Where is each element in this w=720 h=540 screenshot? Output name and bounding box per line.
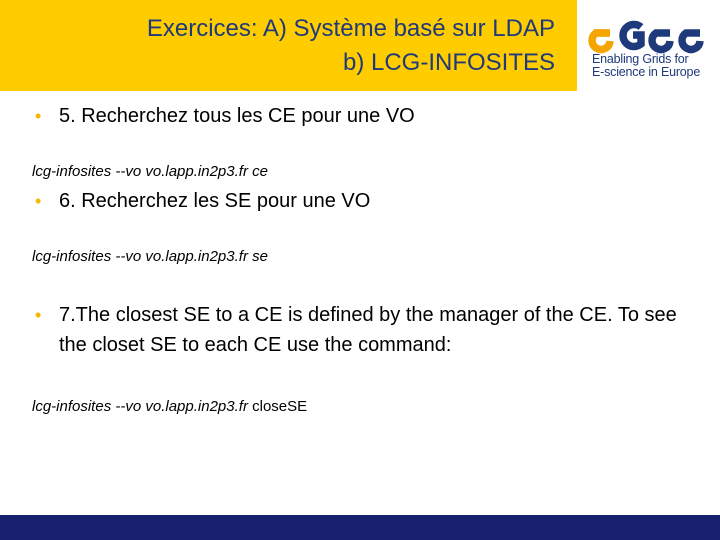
bullet-item-5: [35, 101, 695, 131]
bullet-text: 5. Recherchez tous les CE pour une VO: [59, 105, 415, 127]
footer-bar: [0, 515, 720, 540]
logo-tagline-2: E-science in Europe: [592, 65, 701, 79]
command-line-se: [32, 248, 268, 265]
slide-title-line-2: b) LCG-INFOSITES: [342, 49, 555, 76]
logo-tagline-1: Enabling Grids for: [592, 52, 689, 66]
bullet-dot: •: [35, 305, 42, 325]
bullet-dot: •: [35, 106, 42, 126]
bullet-text: 7.The closest SE to a CE is defined by the manager of the CE. To see the closet SE to each CE use the command:: [59, 304, 677, 356]
command-arg: closeSE: [247, 398, 308, 415]
command-text: lcg-infosites --vo vo.lapp.in2p3.fr se: [32, 248, 268, 265]
bullet-item-6: [35, 186, 695, 216]
command-line-ce: [32, 163, 268, 180]
slide-title-line-1: Exercices: A) Système basé sur LDAP: [146, 15, 555, 42]
command-text: lcg-infosites --vo vo.lapp.in2p3.fr: [32, 398, 248, 415]
bullet-text: 6. Recherchez les SE pour une VO: [59, 190, 371, 212]
bullet-dot: •: [35, 191, 42, 211]
bullet-item-7: [35, 300, 695, 360]
command-line-closese: [32, 398, 307, 415]
command-text: lcg-infosites --vo vo.lapp.in2p3.fr ce: [32, 163, 268, 180]
